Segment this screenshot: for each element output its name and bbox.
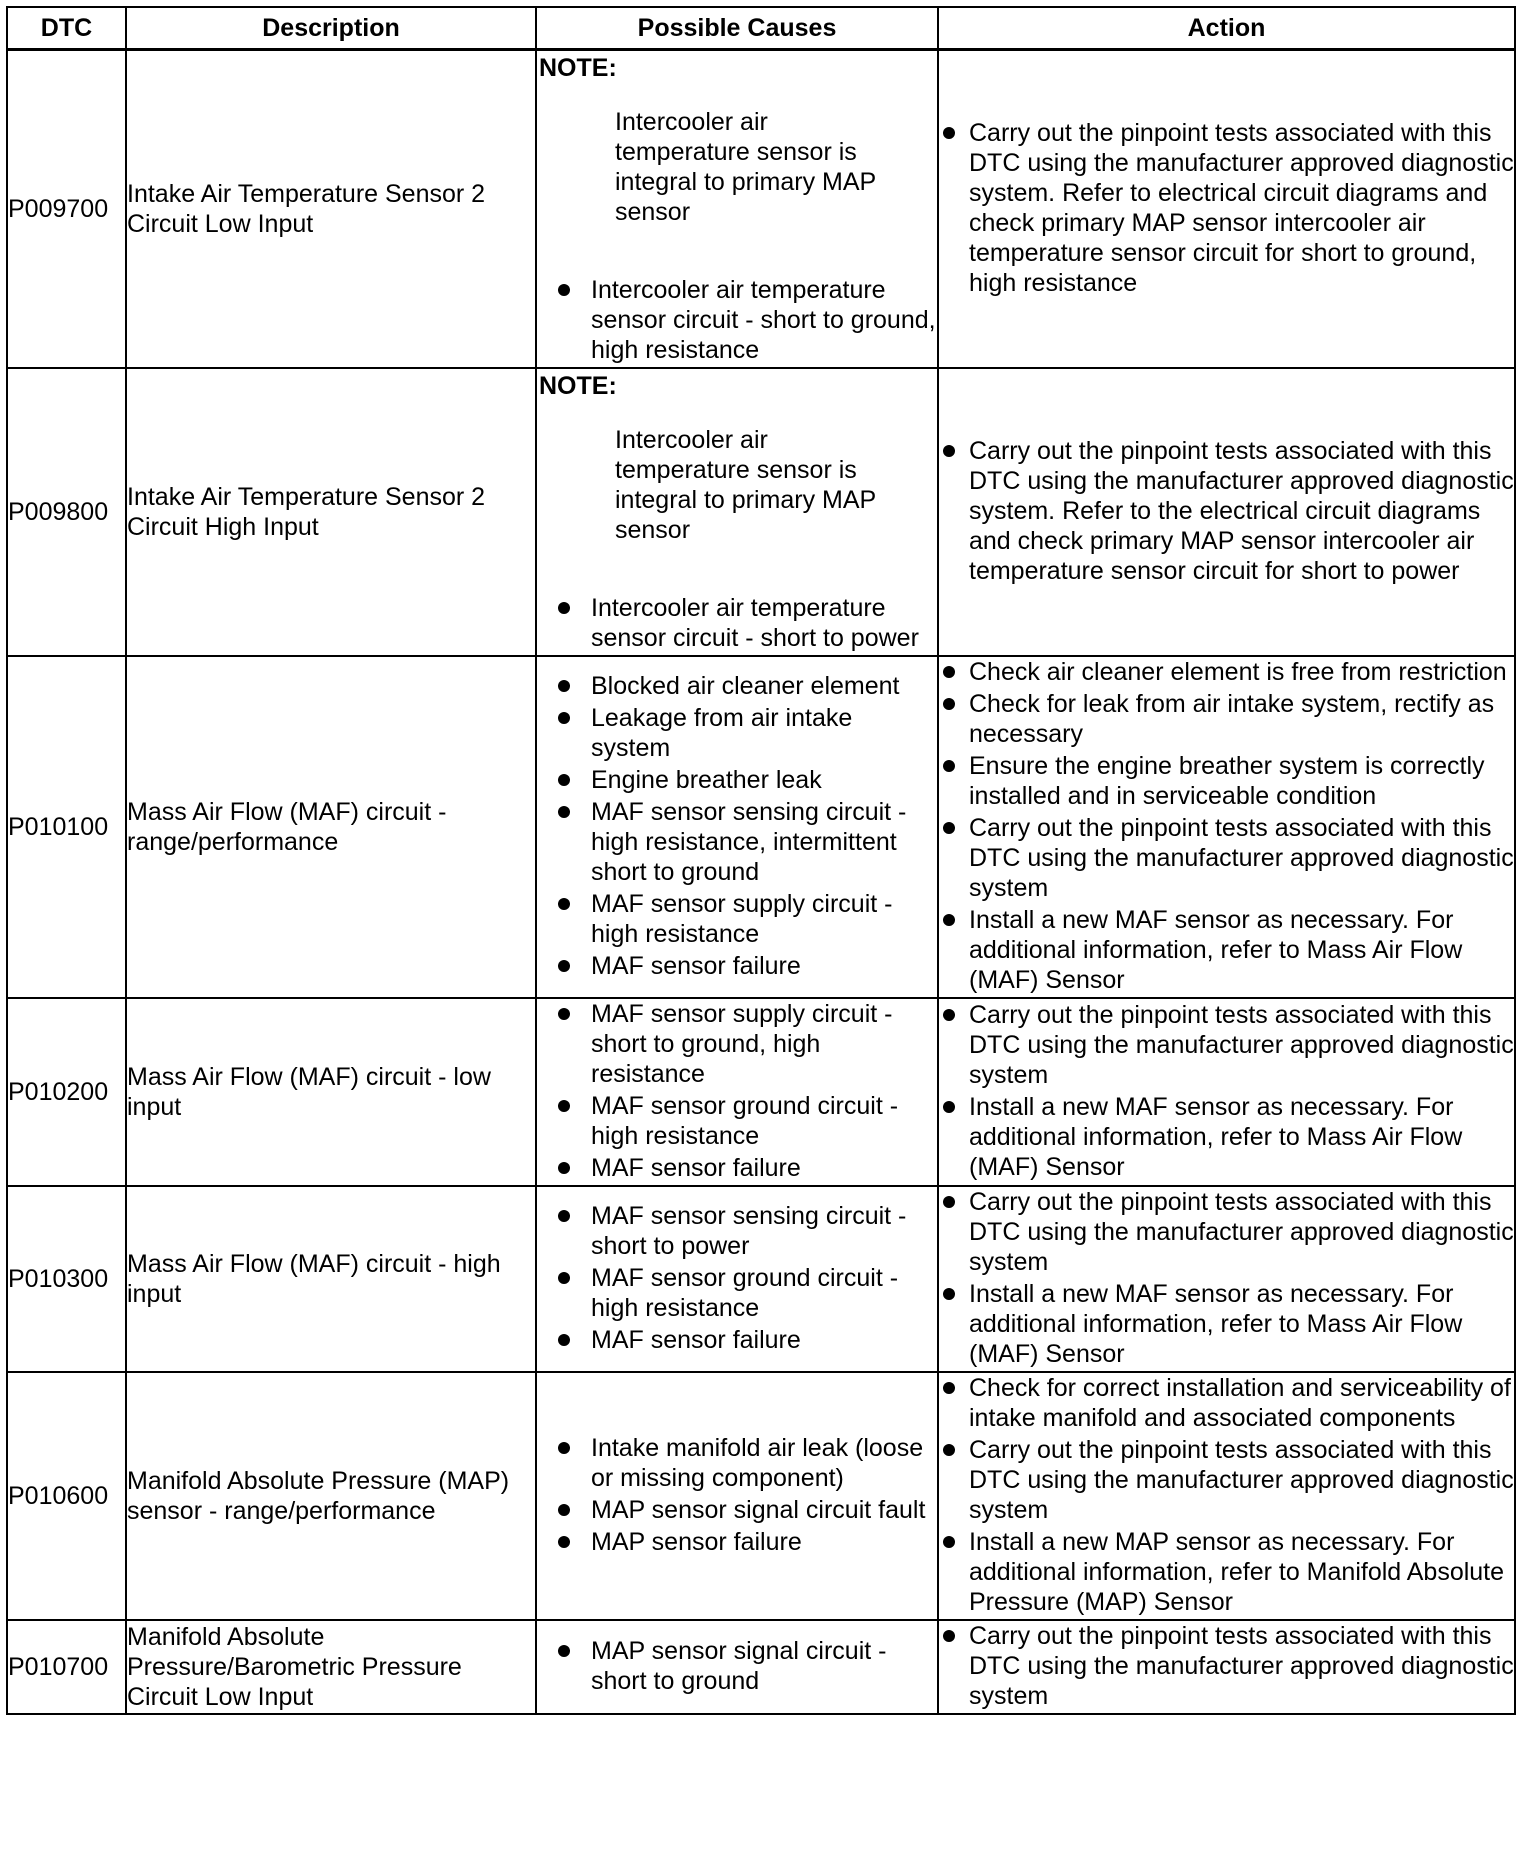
- action-item: Install a new MAF sensor as necessary. For additional information, refer to Mass Air Flow (MAF) Sensor: [939, 905, 1514, 995]
- action-item: Ensure the engine breather system is correctly installed and in serviceable condition: [939, 751, 1514, 811]
- action-item: Carry out the pinpoint tests associated with this DTC using the manufacturer approved diagnostic system: [939, 1000, 1514, 1090]
- cause-list: [537, 593, 937, 653]
- cause-item: MAF sensor supply circuit - high resistance: [537, 889, 937, 949]
- action-cell: [938, 368, 1515, 656]
- dtc-code: P009700: [7, 50, 126, 369]
- possible-causes-cell: [536, 1186, 938, 1372]
- dtc-description: Intake Air Temperature Sensor 2 Circuit High Input: [126, 368, 536, 656]
- action-item: Install a new MAF sensor as necessary. For additional information, refer to Mass Air Flow (MAF) Sensor: [939, 1279, 1514, 1369]
- action-item: Check for correct installation and serviceability of intake manifold and associated components: [939, 1373, 1514, 1433]
- dtc-description: Manifold Absolute Pressure/Barometric Pressure Circuit Low Input: [126, 1620, 536, 1714]
- dtc-description: Mass Air Flow (MAF) circuit - low input: [126, 998, 536, 1186]
- cause-item: MAF sensor failure: [537, 951, 937, 981]
- cause-item: Engine breather leak: [537, 765, 937, 795]
- dtc-code: P010300: [7, 1186, 126, 1372]
- action-item: Install a new MAP sensor as necessary. For additional information, refer to Manifold Absolute Pressure (MAP) Sensor: [939, 1527, 1514, 1617]
- action-item: Check air cleaner element is free from restriction: [939, 657, 1514, 687]
- dtc-description: Manifold Absolute Pressure (MAP) sensor - range/performance: [126, 1372, 536, 1620]
- cause-list: [537, 1201, 937, 1355]
- action-list: [939, 118, 1514, 298]
- cause-item: Intake manifold air leak (loose or missing component): [537, 1433, 937, 1493]
- dtc-description: Intake Air Temperature Sensor 2 Circuit Low Input: [126, 50, 536, 369]
- table-row: [7, 1372, 1515, 1620]
- action-item: Carry out the pinpoint tests associated with this DTC using the manufacturer approved diagnostic system: [939, 1435, 1514, 1525]
- header-dtc: DTC: [7, 7, 126, 50]
- cause-item: MAF sensor ground circuit - high resistance: [537, 1091, 937, 1151]
- cause-item: MAF sensor supply circuit - short to ground, high resistance: [537, 999, 937, 1089]
- table-row: [7, 1620, 1515, 1714]
- cause-list: [537, 999, 937, 1183]
- possible-causes-cell: [536, 998, 938, 1186]
- cause-item: MAP sensor signal circuit fault: [537, 1495, 937, 1525]
- action-item: Carry out the pinpoint tests associated with this DTC using the manufacturer approved diagnostic system: [939, 813, 1514, 903]
- dtc-table: [6, 6, 1516, 1715]
- action-item: Carry out the pinpoint tests associated with this DTC using the manufacturer approved diagnostic system. Refer to electrical circuit diagrams and check primary MAP sensor intercooler air temperature sensor circuit for short to ground, high resistance: [939, 118, 1514, 298]
- header-description: Description: [126, 7, 536, 50]
- action-list: [939, 1373, 1514, 1617]
- cause-item: MAP sensor failure: [537, 1527, 937, 1557]
- action-item: Check for leak from air intake system, rectify as necessary: [939, 689, 1514, 749]
- cause-list: [537, 1636, 937, 1696]
- dtc-table-sheet: [6, 6, 1514, 1715]
- action-cell: [938, 1620, 1515, 1714]
- table-row: [7, 1186, 1515, 1372]
- table-header-row: [7, 7, 1515, 50]
- dtc-code: P010100: [7, 656, 126, 998]
- table-row: [7, 50, 1515, 369]
- action-list: [939, 1187, 1514, 1369]
- action-cell: [938, 1372, 1515, 1620]
- dtc-description: Mass Air Flow (MAF) circuit - high input: [126, 1186, 536, 1372]
- action-cell: [938, 50, 1515, 369]
- action-list: [939, 1621, 1514, 1711]
- action-list: [939, 657, 1514, 995]
- table-row: [7, 998, 1515, 1186]
- dtc-code: P010200: [7, 998, 126, 1186]
- cause-item: MAF sensor sensing circuit - high resistance, intermittent short to ground: [537, 797, 937, 887]
- dtc-description: Mass Air Flow (MAF) circuit - range/performance: [126, 656, 536, 998]
- action-cell: [938, 1186, 1515, 1372]
- action-cell: [938, 656, 1515, 998]
- possible-causes-cell: [536, 656, 938, 998]
- possible-causes-cell: [536, 1620, 938, 1714]
- note-text: Intercooler air temperature sensor is integral to primary MAP sensor: [615, 426, 876, 544]
- cause-item: Intercooler air temperature sensor circuit - short to ground, high resistance: [537, 275, 937, 365]
- note-label: NOTE:: [539, 372, 617, 400]
- cause-list: [537, 1433, 937, 1557]
- cause-item: MAF sensor ground circuit - high resistance: [537, 1263, 937, 1323]
- dtc-code: P010700: [7, 1620, 126, 1714]
- note-block: [537, 53, 937, 365]
- cause-list: [537, 275, 937, 365]
- action-list: [939, 436, 1514, 586]
- action-item: Carry out the pinpoint tests associated with this DTC using the manufacturer approved diagnostic system: [939, 1187, 1514, 1277]
- cause-item: Intercooler air temperature sensor circuit - short to power: [537, 593, 937, 653]
- action-list: [939, 1000, 1514, 1182]
- dtc-code: P010600: [7, 1372, 126, 1620]
- table-body: [7, 50, 1515, 1715]
- cause-item: Leakage from air intake system: [537, 703, 937, 763]
- table-row: [7, 368, 1515, 656]
- dtc-code: P009800: [7, 368, 126, 656]
- action-item: Carry out the pinpoint tests associated with this DTC using the manufacturer approved diagnostic system. Refer to the electrical circuit diagrams and check primary MAP sensor intercooler air temperature sensor circuit for short to power: [939, 436, 1514, 586]
- note-text: Intercooler air temperature sensor is integral to primary MAP sensor: [615, 108, 876, 226]
- cause-list: [537, 671, 937, 981]
- cause-item: MAF sensor failure: [537, 1153, 937, 1183]
- cause-item: Blocked air cleaner element: [537, 671, 937, 701]
- action-item: Carry out the pinpoint tests associated with this DTC using the manufacturer approved diagnostic system: [939, 1621, 1514, 1711]
- possible-causes-cell: [536, 50, 938, 369]
- action-item: Install a new MAF sensor as necessary. For additional information, refer to Mass Air Flow (MAF) Sensor: [939, 1092, 1514, 1182]
- note-label: NOTE:: [539, 54, 617, 82]
- possible-causes-cell: [536, 368, 938, 656]
- note-block: [537, 371, 937, 653]
- cause-item: MAF sensor failure: [537, 1325, 937, 1355]
- cause-item: MAF sensor sensing circuit - short to power: [537, 1201, 937, 1261]
- possible-causes-cell: [536, 1372, 938, 1620]
- cause-item: MAP sensor signal circuit - short to ground: [537, 1636, 937, 1696]
- header-possible-causes: Possible Causes: [536, 7, 938, 50]
- action-cell: [938, 998, 1515, 1186]
- header-action: Action: [938, 7, 1515, 50]
- table-row: [7, 656, 1515, 998]
